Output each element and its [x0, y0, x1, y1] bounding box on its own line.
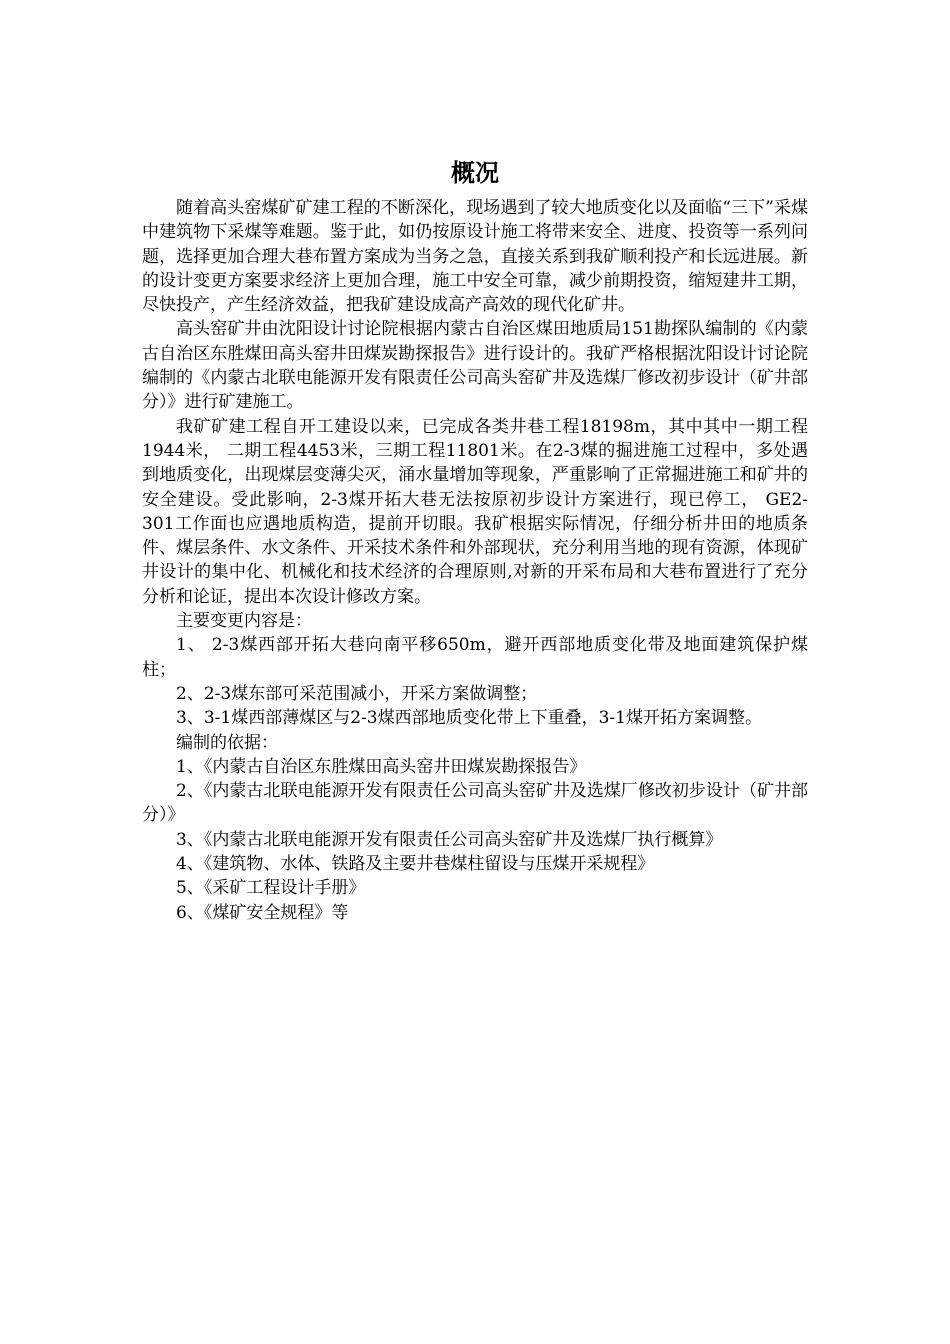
basis-heading: 编制的依据： — [176, 732, 278, 753]
paragraph-design-basis: 高头窑矿井由沈阳设计讨论院根据内蒙古自治区煤田地质局151勘探队编制的《内蒙古自治区东胜煤田高头窑井田煤炭勘探报告》进行设计的。我矿严格根据沈阳设计讨论院编制的《内蒙古北联电能源开发有限责任公司高头窑矿井及选煤厂修改初步设计（矿井部分）》进行矿建施工。 — [142, 319, 808, 413]
document-body — [142, 196, 808, 925]
changes-heading: 主要变更内容是： — [176, 611, 312, 632]
basis-item: 4、《建筑物、水体、铁路及主要井巷煤柱留设与压煤开采规程》 — [176, 854, 655, 875]
basis-item: 6、《煤矿安全规程》等 — [176, 902, 349, 923]
change-item: 3、3-1煤西部薄煤区与2-3煤西部地质变化带上下重叠，3-1煤开拓方案调整。 — [176, 708, 762, 729]
basis-item: 5、《采矿工程设计手册》 — [176, 878, 366, 899]
change-item: 2、2-3煤东部可采范围减小，开采方案做调整； — [176, 683, 538, 704]
basis-item: 3、《内蒙古北联电能源开发有限责任公司高头窑矿井及选煤厂执行概算》 — [176, 829, 723, 850]
paragraph-progress: 我矿矿建工程自开工建设以来，已完成各类井巷工程18198m，其中其中一期工程1944米， 二期工程4453米，三期工程11801米。在2-3煤的掘进施工过程中，多处遇到地质变化，出现煤层变薄尖灭，涌水量增加等现象，严重影响了正常掘进施工和矿井的安全建设。受此影响，2-3煤开拓大巷无法按原初步设计方案进行，现已停工， GE2-301工作面也应遇地质构造，提前开切眼。我矿根据实际情况，仔细分析井田的地质条件、煤层条件、水文条件、开采技术条件和外部现状，充分利用当地的现有资源，体现矿井设计的集中化、机械化和技术经济的合理原则,对新的开采布局和大巷布置进行了充分分析和论证，提出本次设计修改方案。 — [142, 416, 808, 607]
basis-item: 2、《内蒙古北联电能源开发有限责任公司高头窑矿井及选煤厂修改初步设计（矿井部分）》 — [142, 781, 808, 826]
change-item: 1、 2-3煤西部开拓大巷向南平移650m，避开西部地质变化带及地面建筑保护煤柱； — [142, 635, 808, 680]
basis-item: 1、《内蒙古自治区东胜煤田高头窑井田煤炭勘探报告》 — [176, 756, 587, 777]
page-title: 概况 — [451, 159, 499, 187]
paragraph-intro: 随着高头窑煤矿矿建工程的不断深化，现场遇到了较大地质变化以及面临“三下”采煤中建筑物下采煤等难题。鉴于此，如仍按原设计施工将带来安全、进度、投资等一系列问题，选择更加合理大巷布置方案成为当务之急，直接关系到我矿顺利投产和长远进展。新的设计变更方案要求经济上更加合理，施工中安全可靠，减少前期投资，缩短建井工期，尽快投产，产生经济效益，把我矿建设成高产高效的现代化矿井。 — [142, 198, 808, 316]
